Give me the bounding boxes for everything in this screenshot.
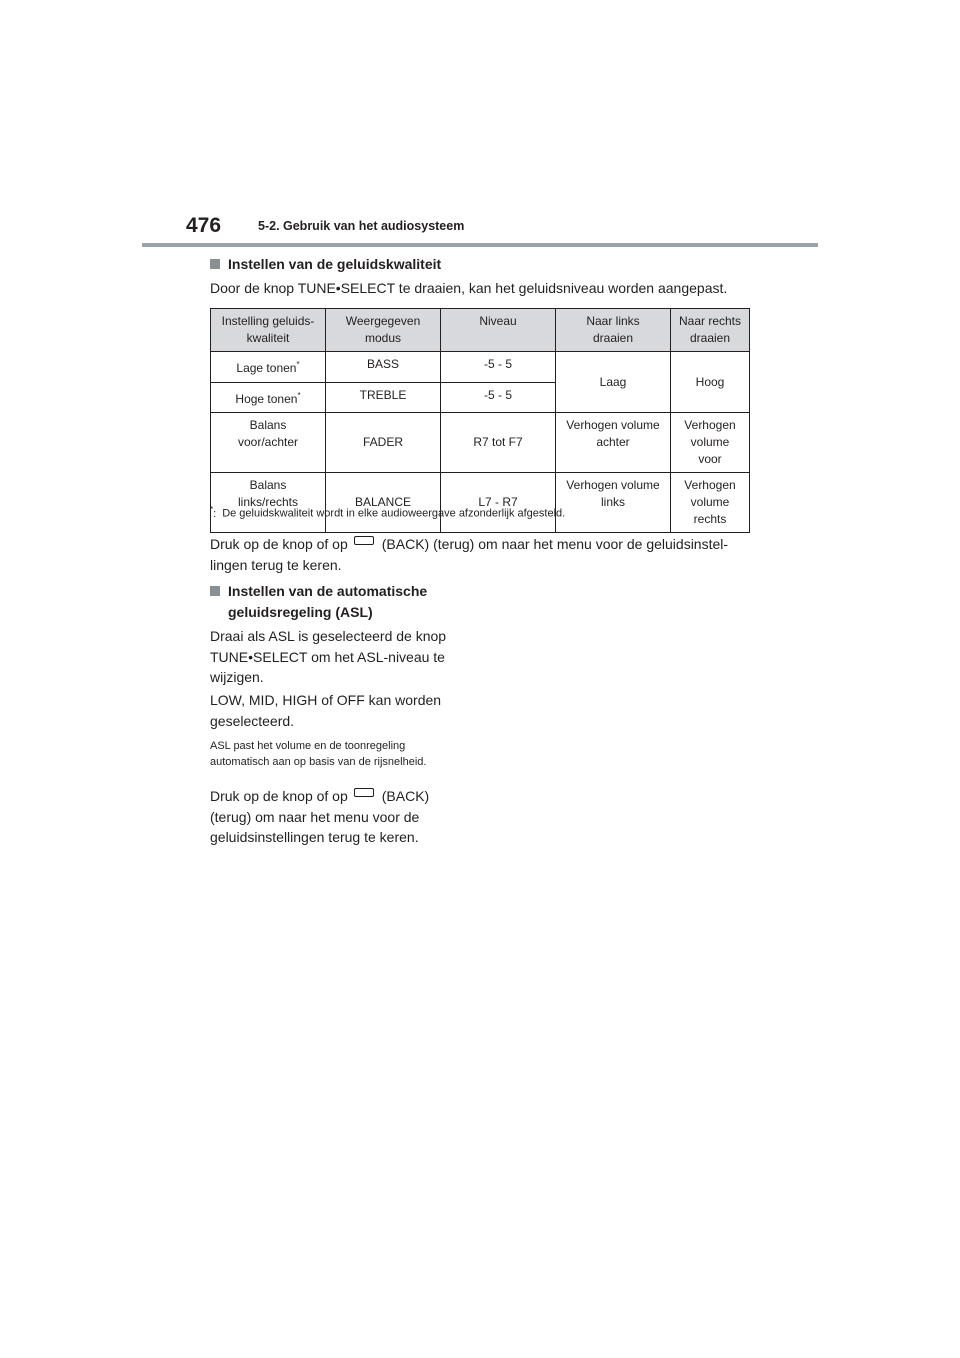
back-note-paragraph [210,534,728,575]
header-text: Niveau [479,314,517,328]
cell-setting [211,473,326,533]
back-button-icon [354,788,374,797]
footnote-colon: : [213,507,217,520]
table-header-row [211,309,750,352]
cell-text: Verhogen volume [566,418,660,432]
cell-mode: BASS [326,352,441,383]
asl-small-note [210,739,426,770]
back-note-before: Druk op de knop of op [210,536,348,552]
section-header: 5-2. Gebruik van het audiosysteem [258,219,465,233]
text-line: geselecteerd. [210,712,295,729]
header-text: modus [364,331,402,345]
cell-text: rechts [693,512,727,526]
intro-paragraph: Door de knop TUNE•SELECT te draaien, kan het geluidsniveau worden aangepast. [210,280,728,296]
cell-text: links [600,495,625,509]
text-line: wijzigen. [210,669,264,685]
back-note-after: (BACK) (terug) om naar het menu voor de geluidsinstel- [381,536,729,552]
footnote [210,505,565,520]
sound-settings-table [210,308,750,533]
heading-text: Instellen van de automatische [228,583,428,599]
cell-left [556,473,671,533]
text-line: geluidsinstellingen terug te keren. [210,829,419,845]
cell-text: links/rechts [237,495,299,509]
header-text: Naar rechts [678,314,742,328]
bullet-square-icon [210,586,220,596]
text-line: ASL past het volume en de toonregeling [210,740,406,752]
asl-paragraph-2 [210,690,441,731]
cell-mode: BALANCE [326,473,441,533]
text-line: LOW, MID, HIGH of OFF kan worden [210,692,442,708]
table-row [211,413,750,473]
header-text: Weergegeven [345,314,421,328]
heading-text-cont: geluidsregeling (ASL) [228,604,373,620]
back-button-icon [354,536,374,545]
cell-text: voor/achter [237,435,299,449]
footnote-text: De geluidskwaliteit wordt in elke audioweergave afzonderlijk afgesteld. [222,507,566,520]
back-note-after: (BACK) [381,788,430,804]
asl-paragraph-1 [210,626,446,688]
cell-text: Verhogen volume [684,418,736,449]
table-row [211,473,750,533]
col-header-mode [326,309,441,352]
heading-sound-quality [210,254,441,275]
text-line: Draai als ASL is geselecteerd de knop [210,628,447,644]
cell-level: L7 - R7 [441,473,556,533]
cell-right [671,473,750,533]
heading-asl [210,581,427,623]
heading-text: Instellen van de geluidskwaliteit [228,256,442,272]
cell-text: Verhogen volume [684,478,736,509]
header-text: Instelling geluids- [221,314,315,328]
cell-text: Balans [249,418,287,432]
cell-text: Verhogen volume [566,478,660,492]
cell-level: -5 - 5 [441,383,556,413]
cell-text: Hoge tonen [235,392,298,406]
text-line: automatisch aan op basis van de rijsnelheid. [210,755,427,768]
footnote-marker: * [210,505,214,514]
table-row [211,352,750,383]
cell-text: achter [596,435,630,449]
page-number: 476 [186,214,222,237]
cell-mode: FADER [326,413,441,473]
asterisk-mark: * [296,360,300,369]
cell-mode: TREBLE [326,383,441,413]
cell-setting [211,413,326,473]
header-text: draaien [689,331,731,345]
text-line: TUNE•SELECT om het ASL-niveau te [210,648,445,665]
asterisk-mark: * [297,391,301,400]
header-text: Naar links [586,314,640,328]
text-line: (terug) om naar het menu voor de [210,808,420,825]
cell-left: Laag [556,352,671,413]
col-header-left [556,309,671,352]
header-text: kwaliteit [246,331,290,345]
cell-text: voor [698,452,722,466]
cell-left [556,413,671,473]
bullet-square-icon [210,259,220,269]
cell-setting [211,352,326,383]
cell-right: Hoog [671,352,750,413]
cell-level: R7 tot F7 [441,413,556,473]
header-text: draaien [592,331,634,345]
col-header-right [671,309,750,352]
back-note-line2: lingen terug te keren. [210,556,342,573]
cell-text: Lage tonen [236,361,297,375]
back-note-before: Druk op de knop of op [210,788,348,804]
col-header-setting [211,309,326,352]
cell-text: Balans [249,478,287,492]
header-rule [142,243,818,247]
cell-level: -5 - 5 [441,352,556,383]
cell-setting [211,383,326,413]
col-header-level [441,309,556,352]
asl-back-paragraph [210,786,429,848]
cell-right [671,413,750,473]
